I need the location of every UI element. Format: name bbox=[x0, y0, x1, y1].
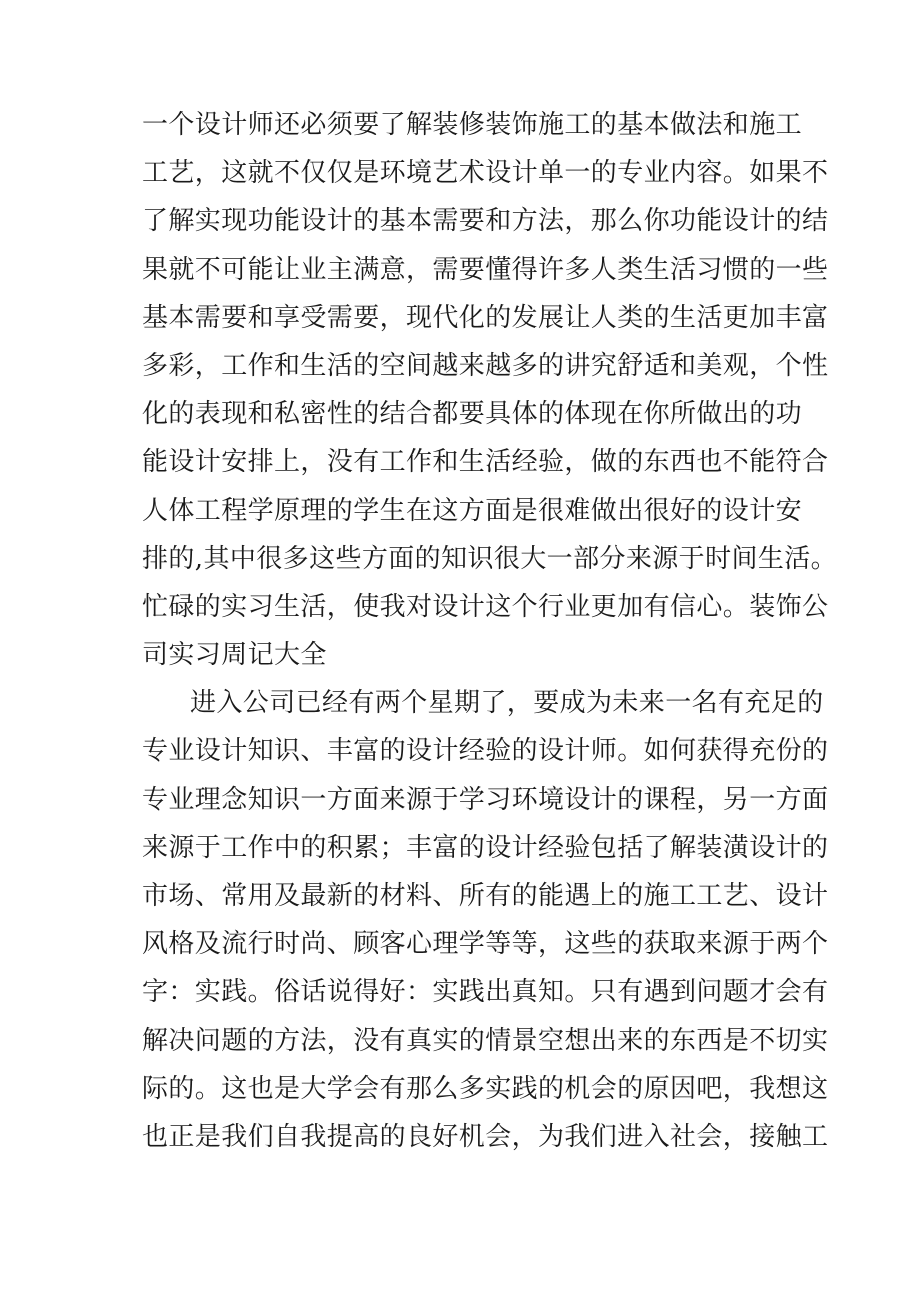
paragraph-line: 来源于工作中的积累；丰富的设计经验包括了解装潢设计的 bbox=[142, 832, 829, 863]
paragraph-line: 人体工程学原理的学生在这方面是很难做出很好的设计安 bbox=[142, 495, 803, 526]
paragraph-line: 能设计安排上，没有工作和生活经验，做的东西也不能符合 bbox=[142, 447, 829, 478]
paragraph-line: 忙碌的实习生活，使我对设计这个行业更加有信心。装饰公 bbox=[142, 591, 829, 622]
paragraph-line: 风格及流行时尚、顾客心理学等等，这些的获取来源于两个 bbox=[142, 929, 829, 960]
paragraph-line: 基本需要和享受需要，现代化的发展让人类的生活更加丰富 bbox=[142, 302, 829, 333]
paragraph-line: 进入公司已经有两个星期了，要成为未来一名有充足的 bbox=[190, 688, 824, 719]
paragraph-line: 际的。这也是大学会有那么多实践的机会的原因吧，我想这 bbox=[142, 1073, 829, 1104]
paragraph-line: 排的,其中很多这些方面的知识很大一部分来源于时间生活。 bbox=[142, 543, 838, 574]
document-body bbox=[142, 101, 838, 1161]
paragraph-line: 司实习周记大全 bbox=[142, 640, 327, 671]
paragraph-line: 化的表现和私密性的结合都要具体的体现在你所做出的功 bbox=[142, 399, 803, 430]
paragraph-line: 果就不可能让业主满意，需要懂得许多人类生活习惯的一些 bbox=[142, 254, 829, 285]
paragraph-line: 多彩，工作和生活的空间越来越多的讲究舒适和美观，个性 bbox=[142, 350, 829, 381]
paragraph-1 bbox=[142, 101, 838, 679]
paragraph-line: 专业理念知识一方面来源于学习环境设计的课程，另一方面 bbox=[142, 784, 829, 815]
paragraph-line: 了解实现功能设计的基本需要和方法，那么你功能设计的结 bbox=[142, 206, 829, 237]
paragraph-line: 也正是我们自我提高的良好机会，为我们进入社会，接触工 bbox=[142, 1121, 829, 1152]
paragraph-line: 解决问题的方法，没有真实的情景空想出来的东西是不切实 bbox=[142, 1025, 829, 1056]
paragraph-line: 字：实践。俗话说得好：实践出真知。只有遇到问题才会有 bbox=[142, 977, 829, 1008]
paragraph-line: 一个设计师还必须要了解装修装饰施工的基本做法和施工 bbox=[142, 110, 803, 140]
paragraph-line: 市场、常用及最新的材料、所有的能遇上的施工工艺、设计 bbox=[142, 881, 829, 911]
paragraph-2 bbox=[142, 679, 829, 1161]
paragraph-line: 专业设计知识、丰富的设计经验的设计师。如何获得充份的 bbox=[142, 736, 829, 767]
paragraph-line: 工艺，这就不仅仅是环境艺术设计单一的专业内容。如果不 bbox=[142, 158, 829, 189]
